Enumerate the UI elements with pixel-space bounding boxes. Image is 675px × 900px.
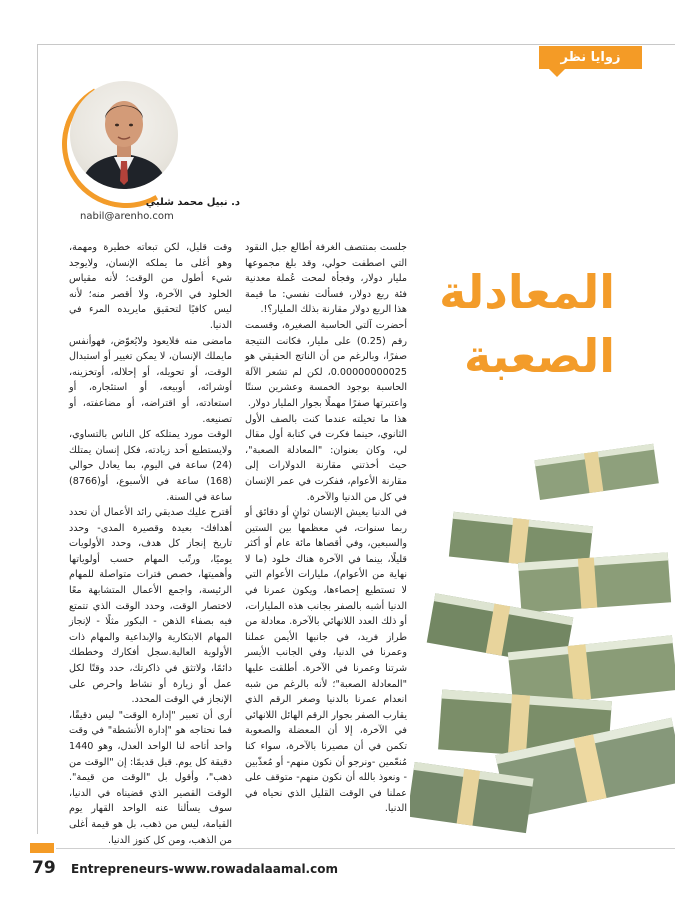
paragraph: وقت قليل، لكن تبعاته خطيرة ومهمة، وهو أغلى ما يملكه الإنسان، ولايوجد شيء أطول من الوقت؛ لأنه مقياس الخلود في الآخرة، ولا أقصر منه؛ لأنه ليس كافيًا لتحقيق مايريده المرء في الدنيا. (69, 242, 232, 331)
article-title (440, 260, 615, 388)
author-name: د. نبيل محمد شلبي (145, 197, 240, 208)
paragraph: مامضى منه فلايعود ولايُعوّض، فهوأنفس مايملك الإنسان، لا يمكن تغيير أو استبدال الوقت، أو تحويله، أو إحلاله، أوتخزينه، أوشرائه، أوبيعه، أو استئجاره، أو استعادته، أو اقتراضه، أو مضاعفته، أو تصنيعه. (69, 335, 232, 425)
author-email: nabil@arenho.com (80, 211, 174, 222)
paragraph: هذا ما تخيلته عندما كنت بالصف الأول الثانوي، حينما فكرت في كتابة أول مقال لي، وكان بعنوان: "المعادلة الصعبة"، حيث أخذتني مقارنة الدولارات إلى مقارنة الأعوام، ففكرت في عمر الإنسان في كل من الدنيا والآخرة. (245, 413, 407, 503)
author-photo (64, 78, 182, 196)
article-column-left (69, 240, 232, 848)
paragraph: جلست بمنتصف الغرفة أطالع جبل النقود التي اصطفت حولي، وقد بلغ مجموعها مليار دولار، وفجأة لمحت عُملة معدنية فئة ربع دولار، فسألت نفسي: ما قيمة هذا الربع دولار مقارنة بذلك المليار؟!. (245, 242, 407, 316)
article-title-line2: الصعبة (463, 329, 615, 383)
article-column-right (245, 240, 407, 817)
footer-text: Entrepreneurs-www.rowadalaamal.com (71, 862, 338, 876)
paragraph: أقترح عليك صديقي رائد الأعمال أن تحدد أهدافك- بعيدة وقصيرة المدى- وحدد تاريخ إنجاز كل هدف، وحدد الأولويات يوميًا، ورتّب المهام حسب أولوياتها وأهميتها، خصص فترات متواصلة للمهام الرئيسة، واجمع الأعمال المتشابهة معًا لاختصار الوقت، وحدد الوقت الذي تتمتع فيه بصفاء الذهن - البكور مثلًا - لإنجاز المهام الابتكارية والإبداعية والمهام ذات الأولوية العالية.سجل أفكارك وخططك دائمًا، ولاتثق في ذاكرتك، حدد وقتًا لكل عمل أو زيارة أو نشاط واحرص على الإنجاز في الوقت المحدد. (69, 507, 232, 706)
frame-top-rule (37, 44, 675, 45)
page-number: 79 (32, 858, 56, 878)
paragraph: في الدنيا يعيش الإنسان ثوانٍ أو دقائق أو ربما سنوات، في معظمها بين الستين والسبعين، وفي أقصاها مائة عام أو أكثر قليلًا، بينما في الآخرة هناك خلود (ما لا نهاية من الأعوام)، مليارات الأعوام التي لا تستطيع إحصاءها، ويكون عمرنا في الدنيا أشبه بالصفر بجانب هذه المليارات، أو ذلك العدد اللانهائي بالآخرة. معادلة من طراز فريد، في جانبها الأيمن عملنا وعمرنا في الدنيا، وفي الجانب الأيسر شرتنا وعمرنا في الآخرة. أطلقت عليها "المعادلة الصعبة"؛ لأنه بالرغم من شبه انعدام عمرنا بالدنيا وصغر الرقم الذي يقارب الصفر بجوار الرقم الهائل اللانهائي في الآخرة، إلا أن المعضلة والصعوبة تكمن في أن مصيرنا بالآخرة، سواء كنا مُنعّمين -ونرجو أن نكون منهم- أو مُعذّبين - ونعوذ بالله أن نكون منهم- متوقف على عملنا في الوقت القليل الذي نحياه في الدنيا. (245, 507, 407, 815)
footer-rule (56, 848, 675, 849)
paragraph: أرى أن تعبير "إدارة الوقت" ليس دقيقًا، فما نحتاجه هو "إدارة الأنشطة" في وقت واحد أتاحه لنا الواحد العدل، وهو 1440 دقيقة كل يوم. قيل قديمًا: إن "الوقت من ذهب"، وأقول بل "الوقت من قيمة". الوقت القصير الذي قضيناه في الدنيا، سوف يسألنا عنه الواحد القهار يوم القيامة، ليس من ذهب، بل هو قيمة أغلى من الذهب، ومن كل كنوز الدنيا. (69, 709, 232, 846)
frame-left-rule (37, 44, 38, 834)
paragraph: الوقت مورد يمتلكه كل الناس بالتساوي، ولايستطيع أحد زيادته، فكل إنسان يمتلك (24) ساعة في اليوم، بما يعادل حوالي (168) ساعة في الأسبوع، أو(8766) ساعة في السنة. (69, 429, 232, 503)
money-stacks-icon (410, 440, 675, 835)
article-title-line1: المعادلة (439, 265, 615, 319)
author-portrait-icon (70, 81, 178, 189)
section-tab: زوايا نظر (539, 46, 642, 69)
paragraph: أحضرت آلتي الحاسبة الصغيرة، وقسمت رقم (0.25) على مليار، فكانت النتيجة صفرًا، وبالرغم من أن الناتج الحقيقي هو 0.00000000025، لكن لم تشعر الآلة الحاسبة بوجود الخمسة وعشرين سنتًا واعتبرتها صفرًا مهملًا بجوار المليار دولار. (245, 319, 407, 409)
footer-accent-block (30, 843, 54, 853)
